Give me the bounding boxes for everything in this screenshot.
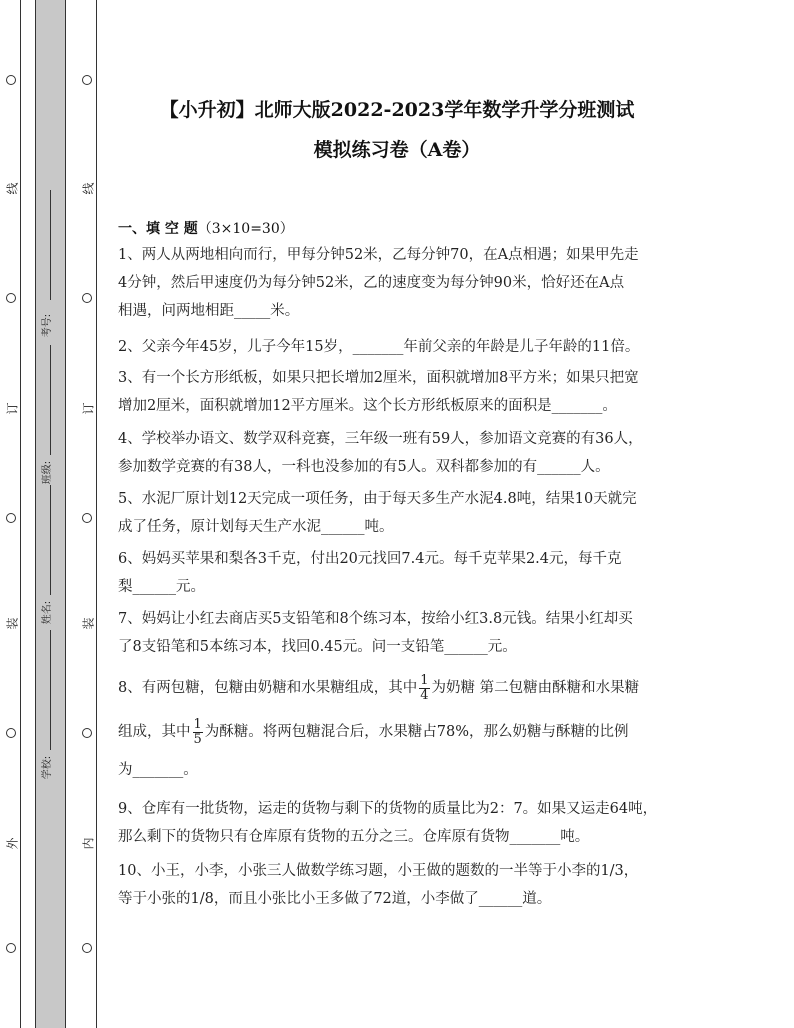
fraction-one-fifth: [193, 718, 203, 747]
question-line: 4、学校举办语文、数学双科竞赛，三年级一班有59人，参加语文竞赛的有36人，: [118, 431, 643, 447]
question-line: 等于小张的1/8，而且小张比小王多做了72道，小李做了______道。: [118, 891, 552, 907]
page-title: 【小升初】北师大版2022-2023学年数学升学分班测试: [159, 99, 635, 121]
question-line: 相遇，问两地相距_____米。: [118, 303, 300, 319]
question-6: [118, 545, 683, 601]
question-10: [118, 857, 683, 913]
fraction-denominator: 5: [193, 731, 202, 747]
school-label: 学校:: [42, 755, 54, 780]
question-9: [118, 795, 683, 851]
question-4: [118, 425, 683, 481]
question-line: 为_______。: [118, 762, 198, 778]
section-title: 一、填 空 题: [118, 221, 198, 237]
question-3: [118, 364, 683, 420]
binding-hole: [82, 293, 92, 303]
question-text: 组成，其中: [118, 724, 191, 740]
fraction-one-quarter: [419, 674, 429, 703]
question-1: [118, 241, 683, 325]
section-score: （3×10=30）: [197, 221, 294, 237]
question-2: [118, 333, 683, 361]
school-field-line[interactable]: [50, 630, 51, 750]
outer-mark-zhuang: 装: [5, 617, 20, 630]
question-line: [118, 714, 683, 750]
question-5: [118, 485, 683, 541]
question-text: 为酥糖。将两包糖混合后，水果糖占78%，那么奶糖与酥糖的比例: [204, 724, 629, 740]
question-text: 为奶糖 第二包糖由酥糖和水果糖: [431, 680, 640, 696]
question-line: 成了任务，原计划每天生产水泥______吨。: [118, 519, 394, 535]
question-line: 7、妈妈让小红去商店买5支铅笔和8个练习本，按给小红3.8元钱。结果小红却买: [118, 611, 633, 627]
name-label: 姓名:: [42, 600, 54, 625]
outer-mark-ding: 订: [5, 402, 20, 415]
binding-hole: [82, 943, 92, 953]
question-line: 梨______元。: [118, 579, 205, 595]
question-line: 9、仓库有一批货物，运走的货物与剩下的货物的质量比为2：7。如果又运走64吨，: [118, 801, 658, 817]
inner-mark-xian: 线: [81, 182, 96, 195]
question-line: 那么剩下的货物只有仓库原有货物的五分之三。仓库原有货物_______吨。: [118, 829, 590, 845]
fraction-numerator: 1: [420, 672, 429, 688]
binding-hole: [6, 728, 16, 738]
question-line: [118, 670, 683, 706]
question-line: 参加数学竞赛的有38人，一科也没参加的有5人。双科都参加的有______人。: [118, 459, 610, 475]
inner-mark-zhuang: 装: [81, 617, 96, 630]
binding-hole: [6, 513, 16, 523]
binding-hole: [6, 943, 16, 953]
question-text: 8、有两包糖，包糖由奶糖和水果糖组成，其中: [118, 680, 418, 696]
outer-mark-wai: 外: [5, 837, 20, 850]
question-line: 10、小王，小李，小张三人做数学练习题，小王做的题数的一半等于小李的1/3，: [118, 863, 639, 879]
binding-hole: [82, 728, 92, 738]
question-line: 5、水泥厂原计划12天完成一项任务，由于每天多生产水泥4.8吨，结果10天就完: [118, 491, 637, 507]
binding-hole: [6, 293, 16, 303]
question-8: [118, 670, 683, 784]
class-field-line[interactable]: [50, 345, 51, 455]
binding-hole: [82, 75, 92, 85]
inner-mark-nei: 内: [81, 837, 96, 850]
exam-number-field-line[interactable]: [50, 190, 51, 300]
question-line: 1、两人从两地相向而行，甲每分钟52米，乙每分钟70，在A点相遇；如果甲先走: [118, 247, 639, 263]
page-subtitle: 模拟练习卷（A卷）: [313, 139, 481, 161]
fraction-denominator: 4: [420, 687, 429, 703]
question-line: 了8支铅笔和5本练习本，找回0.45元。问一支铅笔______元。: [118, 639, 517, 655]
name-field-line[interactable]: [50, 485, 51, 595]
question-line: 2、父亲今年45岁，儿子今年15岁，_______年前父亲的年龄是儿子年龄的11倍。: [118, 339, 640, 355]
binding-hole: [6, 75, 16, 85]
question-line: 6、妈妈买苹果和梨各3千克，付出20元找回7.4元。每千克苹果2.4元，每千克: [118, 551, 622, 567]
section-heading: [118, 218, 294, 238]
inner-mark-ding: 订: [81, 402, 96, 415]
fraction-numerator: 1: [193, 716, 202, 732]
question-7: [118, 605, 683, 661]
binding-hole: [82, 513, 92, 523]
question-line: 3、有一个长方形纸板，如果只把长增加2厘米，面积就增加8平方米；如果只把宽: [118, 370, 639, 386]
class-label: 班级:: [42, 460, 54, 485]
exam-number-label: 考号:: [42, 313, 54, 338]
question-line: 增加2厘米，面积就增加12平方厘米。这个长方形纸板原来的面积是_______。: [118, 398, 617, 414]
question-line: 4分钟，然后甲速度仍为每分钟52米，乙的速度变为每分钟90米，恰好还在A点: [118, 275, 625, 291]
outer-mark-xian: 线: [5, 182, 20, 195]
